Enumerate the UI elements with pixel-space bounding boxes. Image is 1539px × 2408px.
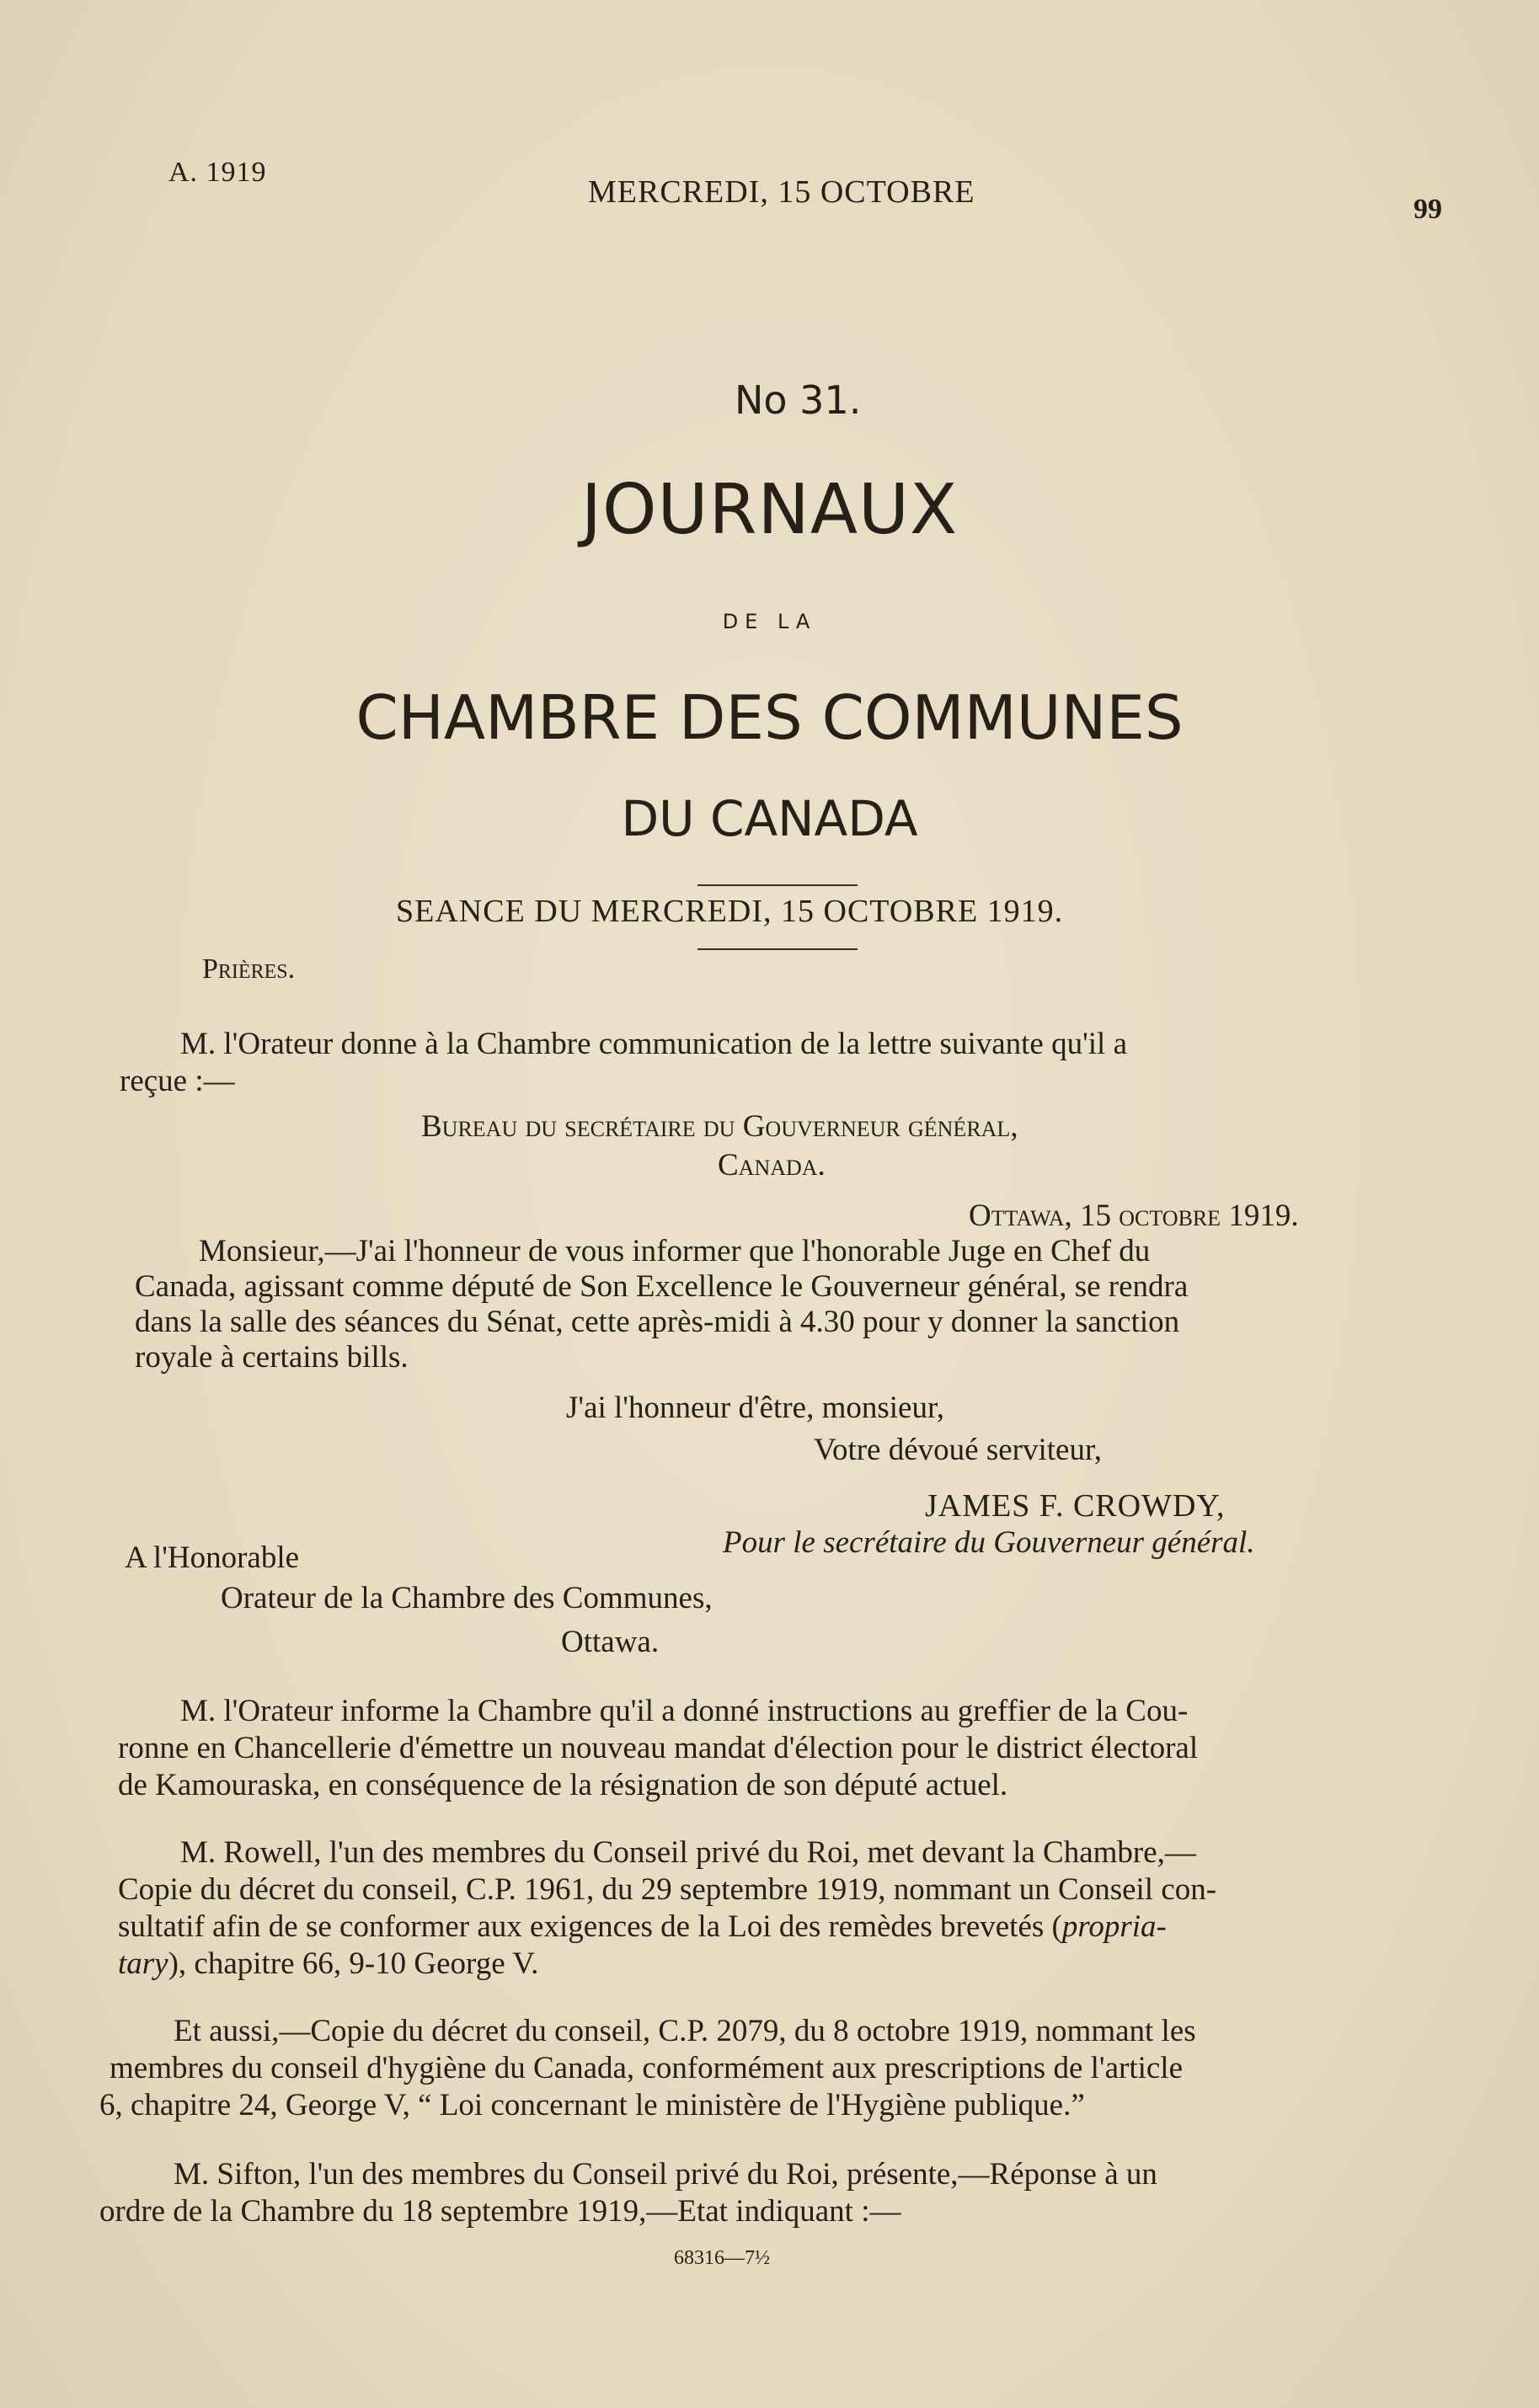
letter-closing2: Votre dévoué serviteur,: [814, 1433, 1103, 1467]
letter-office-line2: Canada.: [718, 1148, 826, 1183]
de-la: DE LA: [722, 610, 817, 633]
letter-addressee3: Ottawa.: [561, 1625, 660, 1659]
header-date: MERCREDI, 15 OCTOBRE: [588, 174, 975, 210]
letter-addressee1: A l'Honorable: [125, 1540, 300, 1575]
letter-place-date: [969, 1198, 1299, 1234]
letter-body-line3: dans la salle des séances du Sénat, cette après-midi à 4.30 pour y donner la sanction: [135, 1305, 1180, 1339]
prieres: Prières.: [202, 953, 296, 985]
para3-line1: M. Rowell, l'un des membres du Conseil privé du Roi, met devant la Chambre,—: [180, 1835, 1196, 1870]
letter-body-line4: royale à certains bills.: [135, 1340, 409, 1375]
issue-number: No 31.: [735, 377, 862, 423]
letter-body-line1: Monsieur,—J'ai l'honneur de vous informer que l'honorable Juge en Chef du: [199, 1234, 1151, 1268]
letter-signature-title-text: Pour le secrétaire du Gouverneur général.: [723, 1525, 1255, 1560]
chamber-name: CHAMBRE DES COMMUNES: [355, 682, 1184, 753]
rule-bottom: [697, 948, 858, 950]
rule-top: [697, 884, 858, 886]
para5-line1: M. Sifton, l'un des membres du Conseil privé du Roi, présente,—Réponse à un: [174, 2157, 1157, 2192]
journal-title: JOURNAUX: [580, 470, 959, 550]
para4-line1: Et aussi,—Copie du décret du conseil, C.P. 2079, du 8 octobre 1919, nommant les: [174, 2014, 1196, 2048]
para3-line3-text: sultatif afin de se conformer aux exigences de la Loi des remèdes brevetés (: [118, 1909, 1062, 1944]
para3-line2: Copie du décret du conseil, C.P. 1961, du 29 septembre 1919, nommant un Conseil con-: [118, 1872, 1217, 1907]
letter-closing1: J'ai l'honneur d'être, monsieur,: [566, 1391, 945, 1425]
printer-signature: 68316—7½: [674, 2247, 770, 2269]
para1-line1: M. l'Orateur donne à la Chambre communication de la lettre suivante qu'il a: [180, 1027, 1128, 1061]
letter-signature-title: [723, 1524, 1255, 1561]
letter-addressee2: Orateur de la Chambre des Communes,: [221, 1581, 713, 1615]
para3-line4-text: ), chapitre 66, 9-10 George V.: [168, 1946, 539, 1981]
para3-line3-italic: propria-: [1061, 1909, 1167, 1944]
country-name: DU CANADA: [621, 790, 918, 847]
letter-body-line2: Canada, agissant comme député de Son Excellence le Gouverneur général, se rendra: [135, 1269, 1189, 1304]
letter-signature: JAMES F. CROWDY,: [925, 1488, 1226, 1524]
para2-line1: M. l'Orateur informe la Chambre qu'il a donné instructions au greffier de la Cou-: [180, 1694, 1189, 1728]
para4-line3: 6, chapitre 24, George V, “ Loi concernant le ministère de l'Hygiène publique.”: [99, 2088, 1085, 2122]
header-year: A. 1919: [168, 157, 267, 188]
para5-line2: ordre de la Chambre du 18 septembre 1919,—Etat indiquant :—: [99, 2194, 901, 2229]
para2-line2: ronne en Chancellerie d'émettre un nouveau mandat d'élection pour le district électoral: [118, 1731, 1199, 1765]
page-number: 99: [1413, 194, 1442, 225]
letter-office-line1: Bureau du secrétaire du Gouverneur général,: [421, 1109, 1018, 1144]
para1-line2: reçue :—: [120, 1064, 235, 1098]
sitting-line: SEANCE DU MERCREDI, 15 OCTOBRE 1919.: [396, 894, 1064, 929]
para2-line3: de Kamouraska, en conséquence de la résignation de son député actuel.: [118, 1768, 1008, 1802]
para3-line4-italic: tary: [118, 1946, 168, 1981]
para3-line4: [118, 1946, 538, 1982]
para3-line3: [118, 1909, 1167, 1945]
para4-line2: membres du conseil d'hygiène du Canada, conformément aux prescriptions de l'article: [110, 2051, 1184, 2085]
letter-place-date-text: Ottawa, 15 octobre 1919.: [969, 1199, 1299, 1233]
